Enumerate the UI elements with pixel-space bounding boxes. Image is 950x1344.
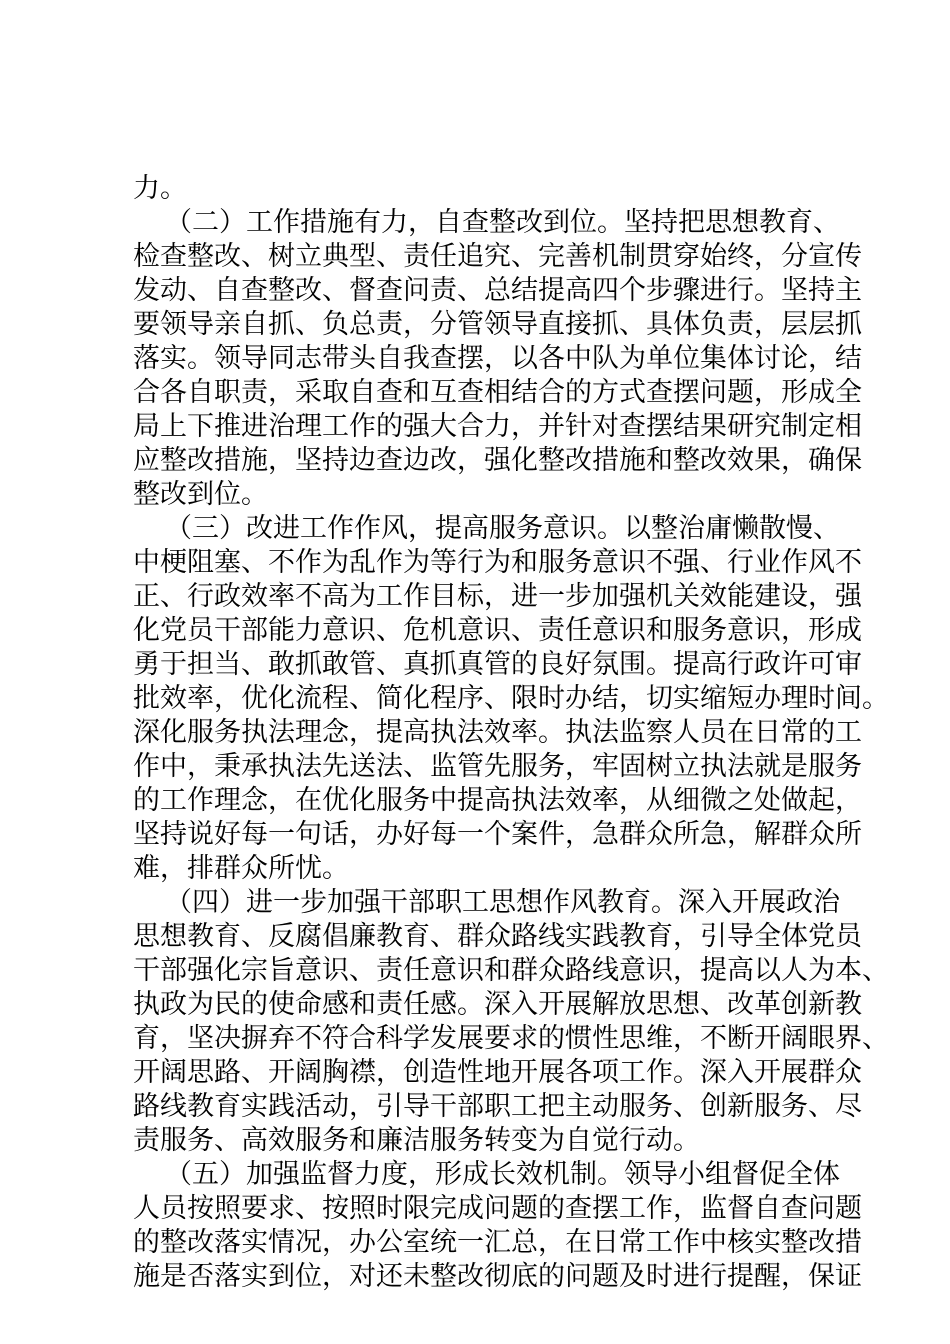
- text-line: 的工作理念，在优化服务中提高执法效率，从细微之处做起，: [133, 785, 862, 816]
- text-line: 开阔思路、开阔胸襟，创造性地开展各项工作。深入开展群众: [133, 1057, 862, 1088]
- text-line: 发动、自查整改、督查问责、总结提高四个步骤进行。坚持主: [133, 275, 862, 306]
- text-line: 批效率，优化流程、简化程序、限时办结，切实缩短办理时间。: [133, 683, 889, 714]
- text-line: 的整改落实情况，办公室统一汇总，在日常工作中核实整改措: [133, 1227, 862, 1258]
- text-line: 中梗阻塞、不作为乱作为等行为和服务意识不强、行业作风不: [133, 547, 862, 578]
- paragraph-start-line: （三）改进工作作风，提高服务意识。以整治庸懒散慢、: [165, 513, 840, 544]
- paragraph-start-line: （二）工作措施有力，自查整改到位。坚持把思想教育、: [165, 207, 840, 238]
- text-line: 施是否落实到位，对还未整改彻底的问题及时进行提醒，保证: [133, 1261, 862, 1292]
- text-line: 难，排群众所忧。: [133, 853, 349, 884]
- text-line: 思想教育、反腐倡廉教育、群众路线实践教育，引导全体党员: [133, 921, 862, 952]
- text-line: 要领导亲自抓、负总责，分管领导直接抓、具体负责，层层抓: [133, 309, 862, 340]
- text-line: 正、行政效率不高为工作目标，进一步加强机关效能建设，强: [133, 581, 862, 612]
- paragraph-start-line: （五）加强监督力度，形成长效机制。领导小组督促全体: [165, 1159, 840, 1190]
- text-line: 责服务、高效服务和廉洁服务转变为自觉行动。: [133, 1125, 700, 1156]
- text-line: 化党员干部能力意识、危机意识、责任意识和服务意识，形成: [133, 615, 862, 646]
- text-line: 人员按照要求、按照时限完成问题的查摆工作，监督自查问题: [133, 1193, 862, 1224]
- text-line: 合各自职责，采取自查和互查相结合的方式查摆问题，形成全: [133, 377, 862, 408]
- text-line: 坚持说好每一句话，办好每一个案件，急群众所急，解群众所: [133, 819, 862, 850]
- text-line: 检查整改、树立典型、责任追究、完善机制贯穿始终，分宣传: [133, 241, 862, 272]
- text-line: 局上下推进治理工作的强大合力，并针对查摆结果研究制定相: [133, 411, 862, 442]
- text-line: 应整改措施，坚持边查边改，强化整改措施和整改效果，确保: [133, 445, 862, 476]
- text-line: 整改到位。: [133, 479, 268, 510]
- document-body: [133, 172, 889, 1294]
- text-line: 执政为民的使命感和责任感。深入开展解放思想、改革创新教: [133, 989, 862, 1020]
- text-line: 落实。领导同志带头自我查摆，以各中队为单位集体讨论，结: [133, 343, 862, 374]
- text-line: 干部强化宗旨意识、责任意识和群众路线意识，提高以人为本、: [133, 955, 889, 986]
- text-line: 路线教育实践活动，引导干部职工把主动服务、创新服务、尽: [133, 1091, 862, 1122]
- text-line: 深化服务执法理念，提高执法效率。执法监察人员在日常的工: [133, 717, 862, 748]
- text-line: 作中，秉承执法先送法、监管先服务，牢固树立执法就是服务: [133, 751, 862, 782]
- paragraph-start-line: （四）进一步加强干部职工思想作风教育。深入开展政治: [165, 887, 840, 918]
- text-line: 育，坚决摒弃不符合科学发展要求的惯性思维，不断开阔眼界、: [133, 1023, 889, 1054]
- text-line: 勇于担当、敢抓敢管、真抓真管的良好氛围。提高行政许可审: [133, 649, 862, 680]
- text-line: 力。: [133, 173, 187, 204]
